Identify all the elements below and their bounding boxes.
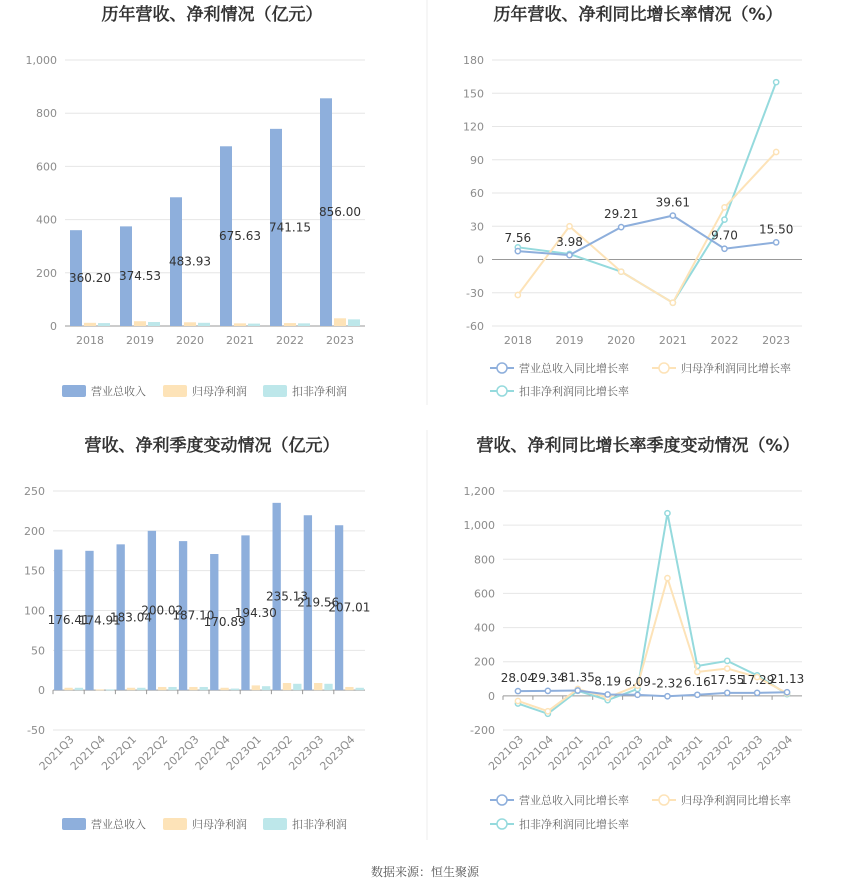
legend-swatch	[62, 385, 86, 397]
legend-label: 归母净利润同比增长率	[681, 362, 791, 375]
data-label: 31.35	[560, 670, 595, 685]
y-tick-label: 200	[24, 524, 45, 538]
legend-swatch	[62, 818, 86, 830]
x-tick-label: 2018	[76, 334, 104, 347]
bar	[134, 321, 146, 326]
bar	[348, 319, 360, 326]
y-tick-label: 120	[463, 120, 484, 134]
bar	[284, 323, 296, 326]
data-point	[665, 575, 670, 580]
data-point	[695, 669, 700, 674]
bar	[252, 685, 260, 690]
data-point	[567, 252, 572, 257]
data-label: 17.55	[710, 672, 745, 687]
data-point	[725, 658, 730, 663]
y-tick-label: 180	[463, 54, 484, 67]
x-tick-label: 2022Q2	[130, 732, 171, 773]
data-label: 174.91	[78, 613, 121, 628]
data-label: 7.56	[504, 231, 532, 246]
data-point	[515, 698, 520, 703]
x-tick-label: 2021Q3	[486, 732, 527, 773]
x-tick-label: 2023Q2	[255, 732, 296, 773]
data-label: 219.56	[297, 595, 340, 610]
legend-item[interactable]	[62, 384, 146, 398]
legend-label: 扣非净利润同比增长率	[519, 385, 629, 398]
y-tick-label: 30	[470, 220, 484, 234]
chart-2	[463, 4, 802, 398]
chart-3	[24, 435, 370, 831]
x-tick-label: 2023	[762, 334, 791, 347]
data-point	[722, 246, 727, 251]
legend-label: 营业总收入	[91, 818, 146, 831]
data-label: 741.15	[269, 220, 311, 235]
legend-swatch	[163, 818, 187, 830]
data-label: 856.00	[319, 205, 361, 220]
y-tick-label: 400	[36, 213, 57, 227]
data-point	[774, 149, 779, 154]
legend-marker	[659, 795, 669, 805]
data-point	[725, 690, 730, 695]
x-tick-label: 2023Q3	[286, 732, 327, 773]
legend-item[interactable]	[490, 361, 629, 375]
data-label: 29.21	[603, 207, 639, 222]
x-tick-label: 2020	[607, 334, 636, 347]
data-label: -2.32	[651, 676, 683, 691]
y-tick-label: 0	[488, 689, 495, 703]
legend-item[interactable]	[652, 361, 791, 375]
legend-swatch	[263, 385, 287, 397]
bar	[127, 688, 135, 690]
x-tick-label: 2022Q1	[99, 732, 140, 773]
x-tick-label: 2019	[555, 334, 584, 347]
legend-label: 扣非净利润同比增长率	[519, 818, 629, 831]
data-label: 170.89	[203, 615, 246, 630]
x-tick-label: 2022Q3	[605, 732, 646, 773]
bar	[345, 687, 353, 690]
bar	[64, 688, 72, 690]
data-point	[670, 300, 675, 305]
x-tick-label: 2021	[226, 334, 254, 347]
chart-4	[464, 435, 805, 831]
legend-label: 营业总收入	[91, 385, 146, 398]
data-point	[755, 690, 760, 695]
bar	[234, 323, 246, 326]
y-tick-label: 1,200	[463, 485, 495, 498]
legend-item[interactable]	[490, 817, 629, 831]
data-point	[774, 80, 779, 85]
data-point	[725, 666, 730, 671]
x-tick-label: 2022	[710, 334, 739, 347]
x-tick-label: 2022Q3	[161, 732, 202, 773]
data-point	[665, 694, 670, 699]
bar	[283, 683, 291, 690]
source-note: 数据来源：恒生聚源	[370, 865, 480, 879]
data-label: 8.19	[594, 674, 622, 689]
data-label: 187.10	[172, 608, 215, 623]
chart-title: 历年营收、净利情况（亿元）	[101, 5, 323, 25]
data-point	[670, 213, 675, 218]
data-label: 17.29	[739, 672, 775, 687]
bar	[293, 684, 301, 690]
x-tick-label: 2023Q2	[695, 732, 736, 773]
chart-title: 营收、净利同比增长率季度变动情况（%）	[476, 436, 800, 456]
x-tick-label: 2023	[326, 334, 354, 347]
y-tick-label: 800	[474, 553, 495, 567]
data-label: 483.93	[169, 254, 211, 269]
y-tick-label: -200	[470, 724, 495, 737]
y-tick-label: -30	[466, 286, 484, 300]
bar	[189, 687, 197, 690]
y-tick-label: 600	[474, 587, 495, 601]
series-line	[518, 152, 776, 303]
bar	[324, 684, 332, 690]
data-label: 28.04	[500, 671, 536, 686]
bar	[200, 687, 208, 690]
bar	[158, 687, 166, 690]
data-point	[575, 688, 580, 693]
data-point	[635, 692, 640, 697]
data-label: 21.13	[769, 672, 805, 687]
legend-marker	[497, 363, 507, 373]
x-tick-label: 2021	[658, 334, 687, 347]
x-tick-label: 2023Q4	[755, 732, 796, 773]
bar	[198, 323, 210, 326]
y-tick-label: 0	[50, 320, 57, 333]
bar	[75, 688, 83, 690]
x-tick-label: 2018	[503, 334, 532, 347]
chart-title: 营收、净利季度变动情况（亿元）	[84, 436, 340, 456]
legend-item[interactable]	[490, 793, 629, 807]
legend-label: 归母净利润	[192, 818, 247, 831]
x-tick-label: 2021Q4	[67, 732, 108, 773]
data-point	[774, 240, 779, 245]
y-tick-label: 1,000	[25, 54, 57, 67]
data-point	[545, 688, 550, 693]
y-tick-label: 800	[36, 107, 57, 121]
bar	[314, 683, 322, 690]
legend-label: 归母净利润同比增长率	[681, 794, 791, 807]
x-tick-label: 2021Q4	[515, 732, 556, 773]
bar	[168, 687, 176, 690]
data-point	[515, 292, 520, 297]
data-label: 29.34	[530, 670, 566, 685]
bar	[137, 688, 145, 690]
data-point	[515, 688, 520, 693]
bar	[84, 323, 96, 326]
y-tick-label: 0	[477, 253, 484, 267]
chart-1	[26, 4, 366, 398]
x-tick-label: 2023Q1	[223, 732, 264, 773]
data-label: 235.13	[266, 589, 308, 604]
x-tick-label: 2022Q2	[575, 732, 616, 773]
bar	[356, 688, 364, 690]
bar	[262, 686, 270, 690]
y-tick-label: 90	[470, 153, 484, 167]
y-tick-label: 200	[36, 266, 57, 280]
legend-label: 扣非净利润	[292, 818, 347, 831]
data-label: 360.20	[69, 271, 111, 286]
bar	[184, 322, 196, 326]
data-label: 176.41	[47, 612, 90, 627]
data-label: 194.30	[234, 605, 277, 620]
data-label: 39.61	[655, 195, 691, 210]
charts-group	[24, 4, 804, 831]
legend-item[interactable]	[163, 817, 247, 831]
legend-marker	[659, 363, 669, 373]
data-point	[722, 205, 727, 210]
legend-label: 营业总收入同比增长率	[519, 794, 629, 807]
x-tick-label: 2023Q1	[665, 732, 706, 773]
data-label: 6.16	[683, 674, 711, 689]
x-tick-label: 2020	[176, 334, 204, 347]
data-label: 675.63	[219, 229, 261, 244]
y-tick-label: 200	[474, 655, 495, 669]
chart-title: 历年营收、净利同比增长率情况（%）	[493, 5, 783, 25]
bar	[220, 688, 228, 690]
data-point	[545, 709, 550, 714]
data-point	[567, 224, 572, 229]
y-tick-label: 150	[463, 87, 484, 101]
legend-label: 归母净利润	[192, 385, 247, 398]
data-label: 374.53	[119, 269, 161, 284]
x-tick-label: 2022Q4	[635, 732, 676, 773]
bar	[98, 323, 110, 326]
legend-item[interactable]	[263, 384, 347, 398]
x-tick-label: 2019	[126, 334, 154, 347]
x-tick-label: 2022Q4	[192, 732, 233, 773]
data-point	[605, 692, 610, 697]
bar	[231, 689, 239, 691]
y-tick-label: 400	[474, 621, 495, 635]
y-tick-label: 50	[31, 644, 45, 658]
legend-item[interactable]	[490, 384, 629, 398]
data-point	[665, 511, 670, 516]
data-point	[515, 249, 520, 254]
data-label: 207.01	[328, 600, 371, 615]
data-label: 6.09	[624, 674, 651, 689]
x-tick-label: 2022	[276, 334, 304, 347]
data-label: 183.04	[110, 610, 152, 625]
legend-swatch	[263, 818, 287, 830]
data-point	[695, 692, 700, 697]
legend-marker	[497, 386, 507, 396]
data-point	[722, 217, 727, 222]
legend-swatch	[163, 385, 187, 397]
bar	[106, 689, 114, 690]
legend-item[interactable]	[652, 793, 791, 807]
y-tick-label: 250	[24, 485, 45, 498]
bar	[334, 318, 346, 326]
y-tick-label: -50	[27, 724, 45, 737]
x-tick-label: 2023Q4	[317, 732, 358, 773]
data-label: 15.50	[758, 222, 794, 237]
data-point	[619, 269, 624, 274]
data-point	[619, 225, 624, 230]
legend-marker	[497, 819, 507, 829]
bar	[96, 689, 104, 690]
bar	[148, 322, 160, 326]
y-tick-label: 60	[470, 187, 484, 200]
data-label: 3.98	[556, 235, 583, 250]
y-tick-label: 0	[38, 684, 45, 698]
legend-label: 营业总收入同比增长率	[519, 362, 629, 375]
y-tick-label: -60	[466, 320, 484, 333]
x-tick-label: 2023Q3	[725, 732, 766, 773]
legend-item[interactable]	[62, 817, 146, 831]
y-tick-label: 150	[24, 564, 45, 578]
legend-item[interactable]	[263, 817, 347, 831]
bar	[248, 324, 260, 326]
y-tick-label: 1,000	[463, 519, 495, 533]
legend-marker	[497, 795, 507, 805]
x-tick-label: 2021Q3	[36, 732, 77, 773]
data-point	[784, 690, 789, 695]
legend-label: 扣非净利润	[292, 385, 347, 398]
bar	[298, 323, 310, 326]
legend-item[interactable]	[163, 384, 247, 398]
x-tick-label: 2022Q1	[545, 732, 586, 773]
data-label: 9.70	[711, 228, 738, 243]
data-label: 200.02	[141, 603, 184, 618]
y-tick-label: 100	[24, 604, 45, 618]
y-tick-label: 600	[36, 160, 57, 174]
